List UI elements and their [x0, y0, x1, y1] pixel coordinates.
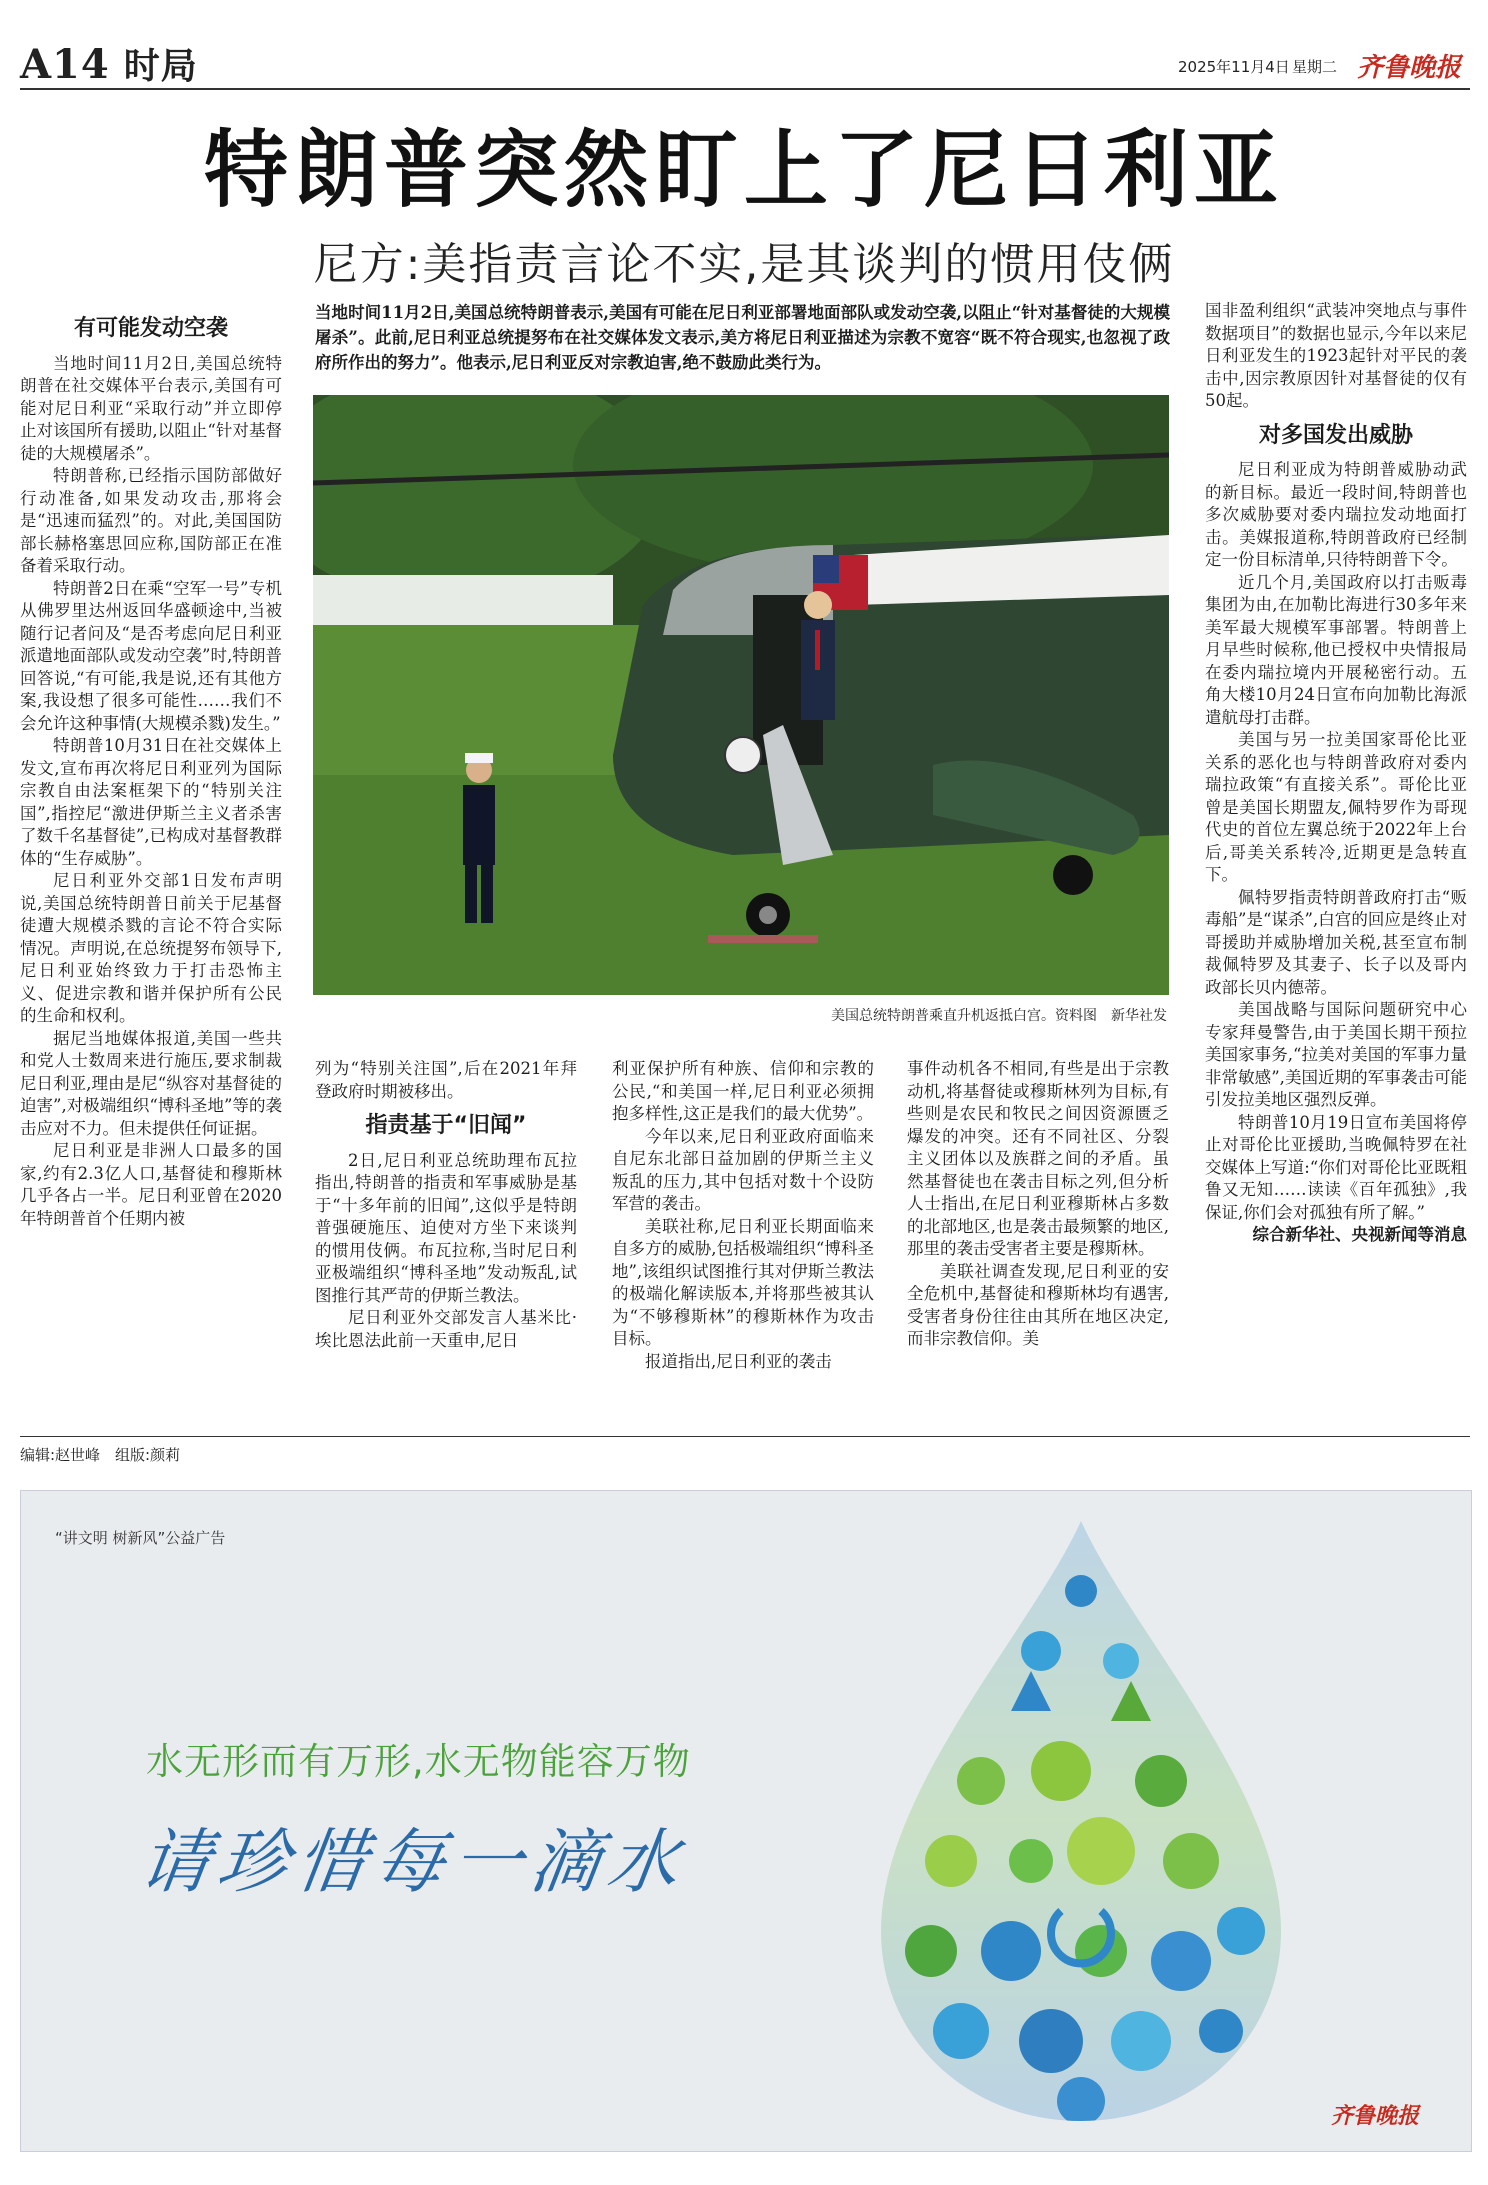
subheadline: 尼方:美指责言论不实,是其谈判的惯用伎俩 [313, 239, 1175, 290]
section-heading-1: 有可能发动空袭 [73, 316, 228, 341]
paper-logo: 齐鲁晚报 [1357, 53, 1462, 83]
ad-handwriting: 请珍惜每一滴水 [134, 1821, 692, 1903]
public-service-ad [20, 1490, 1472, 2152]
paragraph: 尼日利亚外交部发言人基米比·埃比恩法此前一天重申,尼日 [315, 1308, 577, 1350]
paragraph: 利亚保护所有种族、信仰和宗教的公民,“和美国一样,尼日利亚必须拥抱多样性,这正是我们的最大优势”。 [612, 1059, 874, 1123]
paragraph: 美联社调查发现,尼日利亚的安全危机中,基督徒和穆斯林均有遇害,受害者身份往往由其所在地区决定,而非宗教信仰。美 [907, 1261, 1169, 1348]
ad-slogan: 水无形而有万形,水无物能容万物 [146, 1740, 691, 1783]
article-signature: 综合新华社、央视新闻等消息 [1252, 1225, 1467, 1244]
editor-credits: 编辑:赵世峰 组版:颜莉 [20, 1446, 181, 1464]
news-photo [313, 395, 1169, 995]
article-column-1 [20, 318, 282, 1230]
helicopter-photo-illustration [313, 395, 1169, 995]
issue-weekday: 星期二 [1292, 58, 1338, 76]
section-heading-2: 指责基于“旧闻” [365, 1113, 527, 1138]
header-rule [20, 88, 1470, 90]
paragraph: 尼日利亚是非洲人口最多的国家,约有2.3亿人口,基督徒和穆斯林几乎各占一半。尼日利亚曾在2020年特朗普首个任期内被 [20, 1141, 282, 1228]
paragraph: 美联社称,尼日利亚长期面临来自多方的威胁,包括极端组织“博科圣地”,该组织试图推行其对伊斯兰教法的极端化解读版本,并将那些被其认为“不够穆斯林”的穆斯林作为攻击目标。 [612, 1216, 874, 1348]
paragraph: 美国与另一拉美国家哥伦比亚关系的恶化也与特朗普政府对委内瑞拉政策“有直接关系”。哥伦比亚曾是美国长期盟友,佩特罗作为哥现代史的首位左翼总统于2022年上台后,哥美关系转冷,近期更是急转直下。 [1205, 730, 1467, 884]
section-heading-3: 对多国发出威胁 [1258, 422, 1413, 448]
lead-paragraph: 当地时间11月2日,美国总统特朗普表示,美国有可能在尼日利亚部署地面部队或发动空袭,以阻止“针对基督徒的大规模屠杀”。此前,尼日利亚总统提努布在社交媒体发文表示,美方将尼日利亚描述为宗教不宽容“既不符合现实,也忽视了政府所作出的努力”。他表示,尼日利亚反对宗教迫害,绝不鼓励此类行为。 [315, 303, 1170, 372]
article-column-4 [907, 1058, 1169, 1351]
headline: 特朗普突然盯上了尼日利亚 [203, 120, 1284, 219]
paragraph: 当地时间11月2日,美国总统特朗普在社交媒体平台表示,美国有可能对尼日利亚“采取行动”并立即停止对该国所有援助,以阻止“针对基督徒的大规模屠杀”。 [20, 353, 282, 463]
article-column-3 [612, 1058, 874, 1373]
water-drop-icon [861, 1511, 1301, 2131]
paragraph: 特朗普10月31日在社交媒体上发文,宣布再次将尼日利亚列为国际宗教自由法案框架下的“特别关注国”,指控尼“激进伊斯兰主义者杀害了数千名基督徒”,已构成对基督教群体的“生存威胁”。 [20, 736, 282, 868]
page-label [20, 38, 198, 89]
photo-caption: 美国总统特朗普乘直升机返抵白宫。资料图 新华社发 [831, 1008, 1167, 1024]
paragraph: 尼日利亚成为特朗普威胁动武的新目标。最近一段时间,特朗普也多次威胁要对委内瑞拉发动地面打击。美媒报道称,特朗普政府已经制定一份目标清单,只待特朗普下令。 [1205, 460, 1467, 569]
paragraph: 佩特罗指责特朗普政府打击“贩毒船”是“谋杀”,白宫的回应是终止对哥援助并威胁增加关税,甚至宣布制裁佩特罗及其妻子、长子以及哥内政部长贝内德蒂。 [1205, 887, 1467, 997]
paragraph: 今年以来,尼日利亚政府面临来自尼东北部日益加剧的伊斯兰主义叛乱的压力,其中包括对数十个设防军营的袭击。 [612, 1126, 874, 1213]
paragraph: 据尼当地媒体报道,美国一些共和党人士数周来进行施压,要求制裁尼日利亚,理由是尼“纵容对基督徒的迫害”,对极端组织“博科圣地”等的袭击应对不力。但未提供任何证据。 [20, 1028, 282, 1138]
ad-label: “讲文明 树新风”公益广告 [55, 1529, 226, 1547]
section-name: 时局 [123, 45, 198, 87]
ad-paper-logo: 齐鲁晚报 [1331, 2103, 1420, 2129]
paragraph: 列为“特别关注国”,后在2021年拜登政府时期被移出。 [315, 1059, 577, 1101]
issue-date: 2025年11月4日 [1178, 58, 1290, 76]
paragraph: 特朗普2日在乘“空军一号”专机从佛罗里达州返回华盛顿途中,当被随行记者问及“是否考虑向尼日利亚派遣地面部队或发动空袭”时,特朗普回答说,“有可能,我是说,还有其他方案,我设想了很多可能性……我们不会允许这种事情(大规模杀戮)发生。” [20, 578, 282, 733]
paragraph: 事件动机各不相同,有些是出于宗教动机,将基督徒或穆斯林列为目标,有些则是农民和牧民之间因资源匮乏爆发的冲突。还有不同社区、分裂主义团体以及族群之间的矛盾。虽然基督徒也在袭击目标之列,但分析人士指出,在尼日利亚穆斯林占多数的北部地区,也是袭击最频繁的地区,那里的袭击受害者主要是穆斯林。 [907, 1059, 1169, 1258]
paragraph: 尼日利亚外交部1日发布声明说,美国总统特朗普日前关于尼基督徒遭大规模杀戮的言论不符合实际情况。声明说,在总统提努布领导下,尼日利亚始终致力于打击恐怖主义、促进宗教和谐并保护所有公民的生命和权利。 [20, 871, 282, 1025]
paragraph: 国非盈利组织“武装冲突地点与事件数据项目”的数据也显示,今年以来尼日利亚发生的1923起针对平民的袭击中,因宗教原因针对基督徒的仅有50起。 [1205, 301, 1467, 410]
paragraph: 报道指出,尼日利亚的袭击 [645, 1351, 832, 1371]
article-column-2 [315, 1058, 577, 1352]
paragraph: 美国战略与国际问题研究中心专家拜曼警告,由于美国长期干预拉美国家事务,“拉美对美国的军事力量非常敏感”,美国近期的军事袭击可能引发拉美地区强烈反弹。 [1205, 1000, 1467, 1109]
footer-rule [20, 1436, 1470, 1437]
paragraph: 特朗普10月19日宣布美国将停止对哥伦比亚援助,当晚佩特罗在社交媒体上写道:“你们对哥伦比亚既粗鲁又无知……读读《百年孤独》,我保证,你们会对孤独有所了解。” [1205, 1112, 1467, 1222]
page-number: A14 [20, 41, 110, 88]
paragraph: 特朗普称,已经指示国防部做好行动准备,如果发动攻击,那将会是“迅速而猛烈”的。对此,美国国防部长赫格塞思回应称,国防部正在准备着采取行动。 [20, 466, 282, 575]
paragraph: 2日,尼日利亚总统助理布瓦拉指出,特朗普的指责和军事威胁是基于“十多年前的旧闻”,这似乎是特朗普强硬施压、迫使对方坐下来谈判的惯用伎俩。布瓦拉称,当时尼日利亚极端组织“博科圣地”发动叛乱,试图推行其严苛的伊斯兰教法。 [315, 1150, 577, 1305]
article-column-5 [1205, 300, 1467, 1247]
paragraph: 近几个月,美国政府以打击贩毒集团为由,在加勒比海进行30多年来美军最大规模军事部署。特朗普上月早些时候称,他已授权中央情报局在委内瑞拉境内开展秘密行动。五角大楼10月24日宣布向加勒比海派遣航母打击群。 [1205, 572, 1467, 727]
